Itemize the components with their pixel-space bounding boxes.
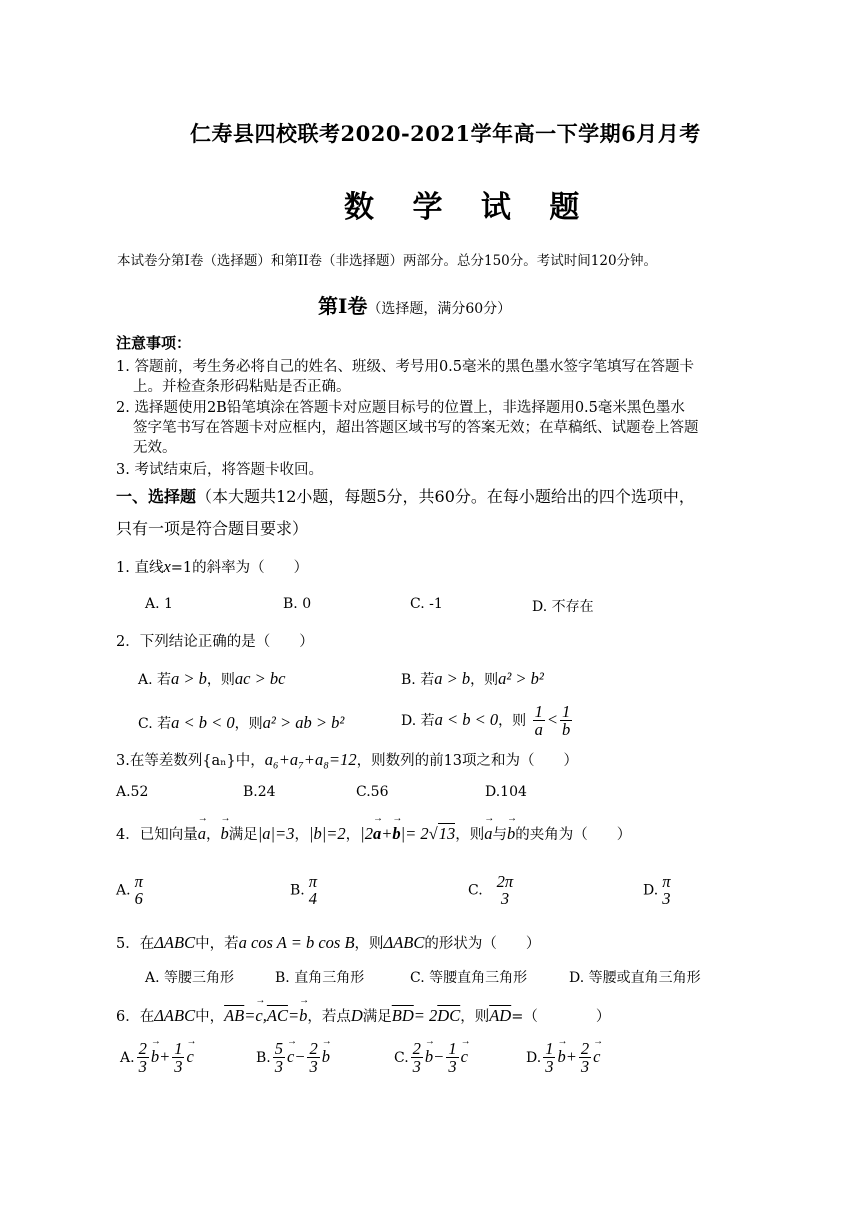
section-one-desc-a: （本大题共12小题，每题5分，共60分。在每小题给出的四个选项中， (196, 487, 695, 506)
q6-option-d: D. $\frac{1}{3}$ → b+ $\frac{2}{3}$ → c (526, 1040, 600, 1076)
q5-option-b: B. 直角三角形 (275, 970, 365, 986)
q2-option-a: A. 若a > b，则ac > bc (138, 669, 286, 688)
q1-stem-a: 1. 直线 (116, 560, 164, 576)
part-one-note: （选择题，满分60分） (367, 301, 512, 317)
section-one-line-1 (116, 484, 695, 507)
question-6-stem: 6．在ΔABC中，$\overline{AB}=\to c,\overline{AC}=\to b$，若点D满足$\overline{BD}= 2\overline{DC}$，则$\overline{AD}=$（ ） (116, 1005, 610, 1026)
q3-option-b: B.24 (243, 784, 276, 800)
q2-option-d: D. 若a < b < 0，则 $\frac{1}{a}$ < $\frac{1}{b}$ (401, 702, 571, 740)
note-2-line-3: 无效。 (133, 440, 177, 456)
section-one-label: 一、选择题 (116, 487, 197, 506)
exam-intro: 本试卷分第Ⅰ卷（选择题）和第II卷（非选择题）两部分。总分150分。考试时间120分钟。 (117, 253, 658, 269)
q5-option-d: D. 等腰或直角三角形 (569, 970, 701, 986)
exam-subtitle: 数 学 试 题 (344, 190, 594, 225)
q1-option-b: B. 0 (283, 596, 312, 612)
q3-option-d: D.104 (485, 784, 527, 800)
q2-option-b: B. 若a > b，则a² > b² (401, 669, 544, 688)
question-3-stem: 3.在等差数列{aₙ}中，a₆+a₇+a₈=12，则数列的前13项之和为（ ） (116, 750, 579, 769)
q3-option-c: C.56 (356, 784, 389, 800)
q4-option-a: A. π 6 (116, 872, 143, 909)
q4-option-c: C. 2π 3 (468, 872, 514, 909)
note-3: 3. 考试结束后，将答题卡收回。 (116, 462, 323, 478)
question-5-stem: 5．在ΔABC中，若a cos A = b cos B，则ΔABC的形状为（ ） (116, 933, 541, 952)
q6-option-c: C. $\frac{2}{3}$ → b− $\frac{1}{3}$ → c (394, 1040, 468, 1076)
question-2-stem: 2．下列结论正确的是（ ） (116, 634, 314, 650)
q4-option-b: B. π 4 (290, 872, 318, 909)
q6-option-b: B. $\frac{5}{3}$ → c− $\frac{2}{3}$ → b (256, 1040, 330, 1076)
q1-option-a: A. 1 (145, 596, 173, 612)
q1-math: x (163, 557, 171, 576)
section-one-desc-b: 只有一项是符合题目要求） (116, 519, 309, 538)
note-2-line-2: 签字笔书写在答题卡对应框内，超出答题区域书写的答案无效；在草稿纸、试题卷上答题 (133, 420, 699, 436)
part-one-label: 第Ⅰ卷 (318, 294, 368, 318)
q4-option-d: D. π 3 (643, 872, 671, 909)
q1-stem-b: =1的斜率为（ ） (170, 560, 309, 576)
note-2-line-1: 2. 选择题使用2B铅笔填涂在答题卡对应题目标号的位置上，非选择题用0.5毫米黑色墨水 (116, 400, 685, 416)
q5-option-c: C. 等腰直角三角形 (410, 970, 528, 986)
q3-option-a: A.52 (116, 784, 149, 800)
exam-title: 仁寿县四校联考2020-2021学年高一下学期6月月考 (190, 121, 701, 146)
q5-option-a: A. 等腰三角形 (145, 970, 235, 986)
part-one-heading (318, 290, 511, 319)
notes-title: 注意事项： (116, 334, 192, 352)
note-1-line-2: 上。并检查条形码粘贴是否正确。 (133, 379, 351, 395)
q2-option-c: C. 若a < b < 0，则a² > ab > b² (138, 713, 345, 732)
note-1-line-1: 1. 答题前，考生务必将自己的姓名、班级、考号用0.5毫米的黑色墨水签字笔填写在答题卡 (116, 359, 694, 375)
question-1-stem (116, 556, 308, 577)
q1-option-d: D. 不存在 (532, 599, 594, 615)
question-4-stem: 4．已知向量→ a，→ b满足|a|=3，|b|=2，|2→ a+→ b|= 2√13，则→ a与→ b的夹角为（ ） (116, 823, 631, 844)
q6-option-a: A. $\frac{2}{3}$ → b+ $\frac{1}{3}$ → c (120, 1040, 194, 1076)
q1-option-c: C. -1 (410, 596, 443, 612)
